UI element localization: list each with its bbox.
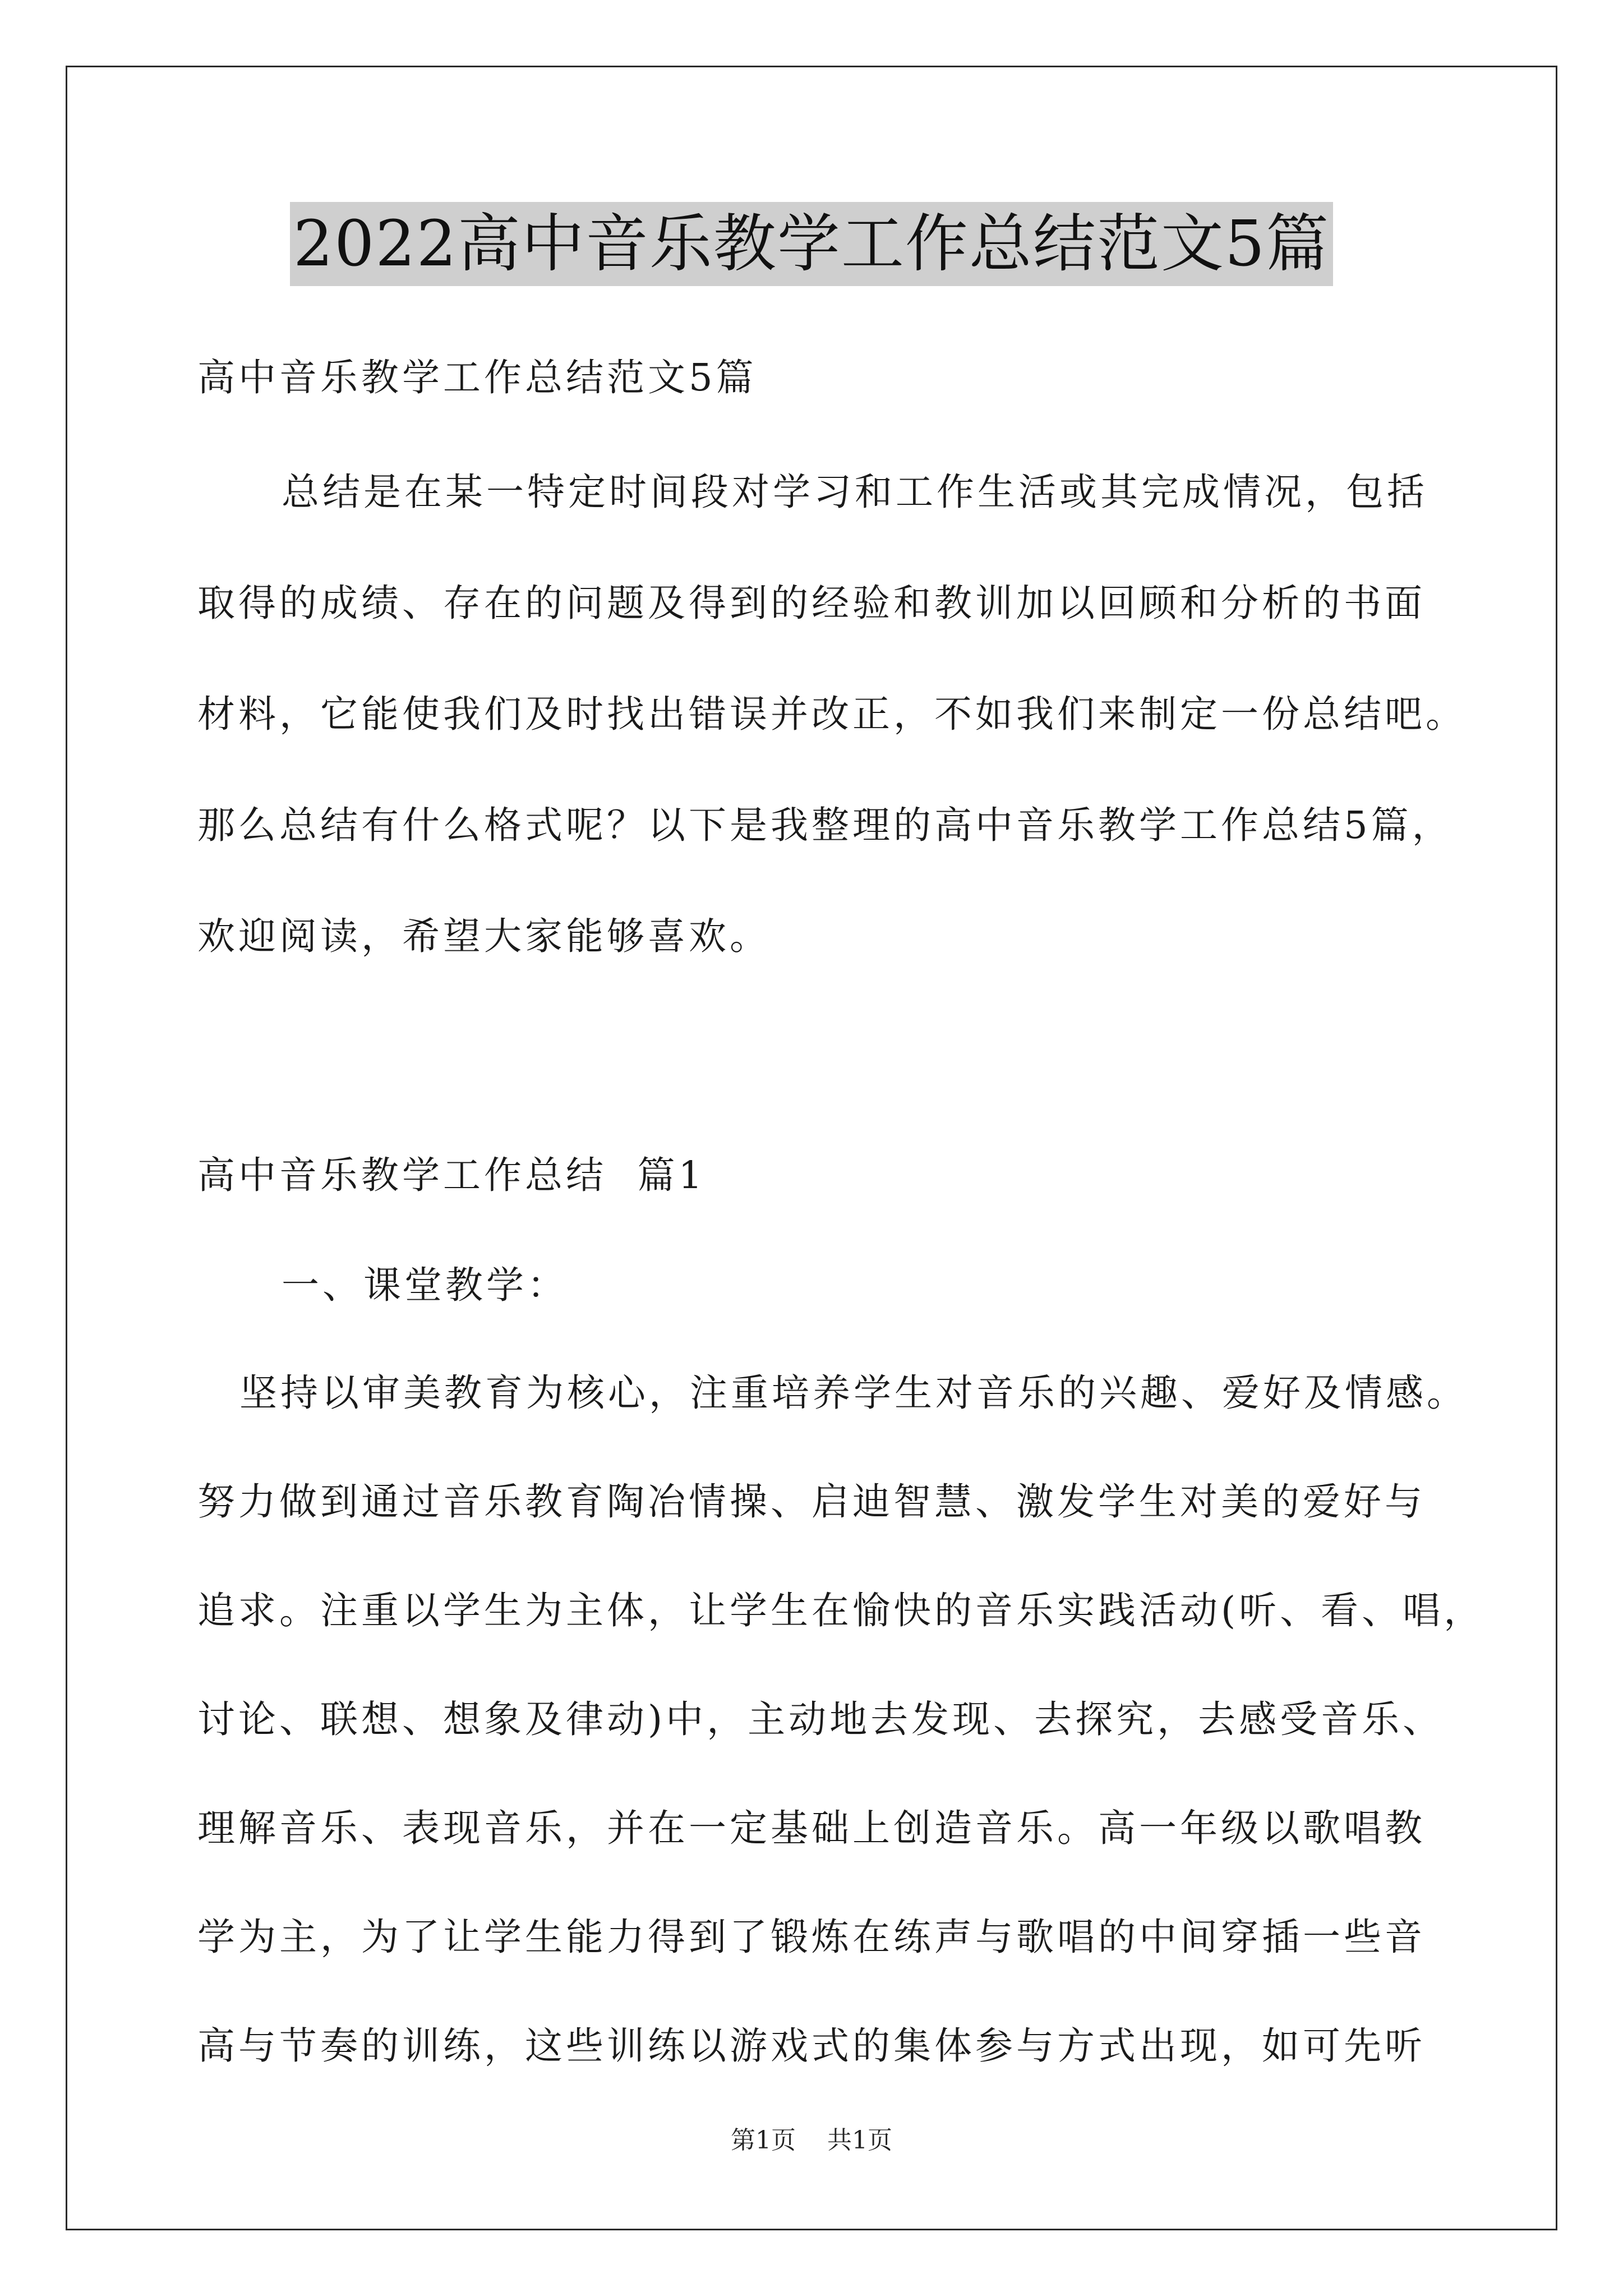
body-line: 讨论、联想、想象及律动)中，主动地去发现、去探究，去感受音乐、 xyxy=(197,1697,1444,1741)
intro-line: 取得的成绩、存在的问题及得到的经验和教训加以回顾和分析的书面 xyxy=(197,581,1426,625)
body-line: 努力做到通过音乐教育陶冶情操、启迪智慧、激发学生对美的爱好与 xyxy=(197,1480,1426,1524)
body-line: 追求。注重以学生为主体，让学生在愉快的音乐实践活动(听、看、唱， xyxy=(197,1589,1485,1632)
intro-line: 材料，它能使我们及时找出错误并改正，不如我们来制定一份总结吧。 xyxy=(197,692,1467,736)
section-heading: 高中音乐教学工作总结 篇1 xyxy=(197,1153,706,1197)
page-number: 第1页 共1页 xyxy=(731,2126,892,2155)
document-subtitle: 高中音乐教学工作总结范文5篇 xyxy=(197,356,757,399)
body-line: 理解音乐、表现音乐，并在一定基础上创造音乐。高一年级以歌唱教 xyxy=(197,1806,1426,1850)
intro-line: 那么总结有什么格式呢？以下是我整理的高中音乐教学工作总结5篇， xyxy=(197,803,1453,847)
body-line: 坚持以审美教育为核心，注重培养学生对音乐的兴趣、爱好及情感。 xyxy=(239,1371,1468,1415)
title-container xyxy=(0,202,1623,286)
page-footer xyxy=(0,2124,1623,2157)
body-line: 学为主，为了让学生能力得到了锻炼在练声与歌唱的中间穿插一些音 xyxy=(197,1915,1426,1959)
body-line: 高与节奏的训练，这些训练以游戏式的集体参与方式出现，如可先听 xyxy=(197,2024,1426,2068)
subsection-heading: 一、课堂教学： xyxy=(282,1263,568,1307)
intro-line: 总结是在某一特定时间段对学习和工作生活或其完成情况，包括 xyxy=(282,470,1428,514)
document-title: 2022高中音乐教学工作总结范文5篇 xyxy=(290,202,1333,286)
intro-line: 欢迎阅读，希望大家能够喜欢。 xyxy=(197,914,771,958)
